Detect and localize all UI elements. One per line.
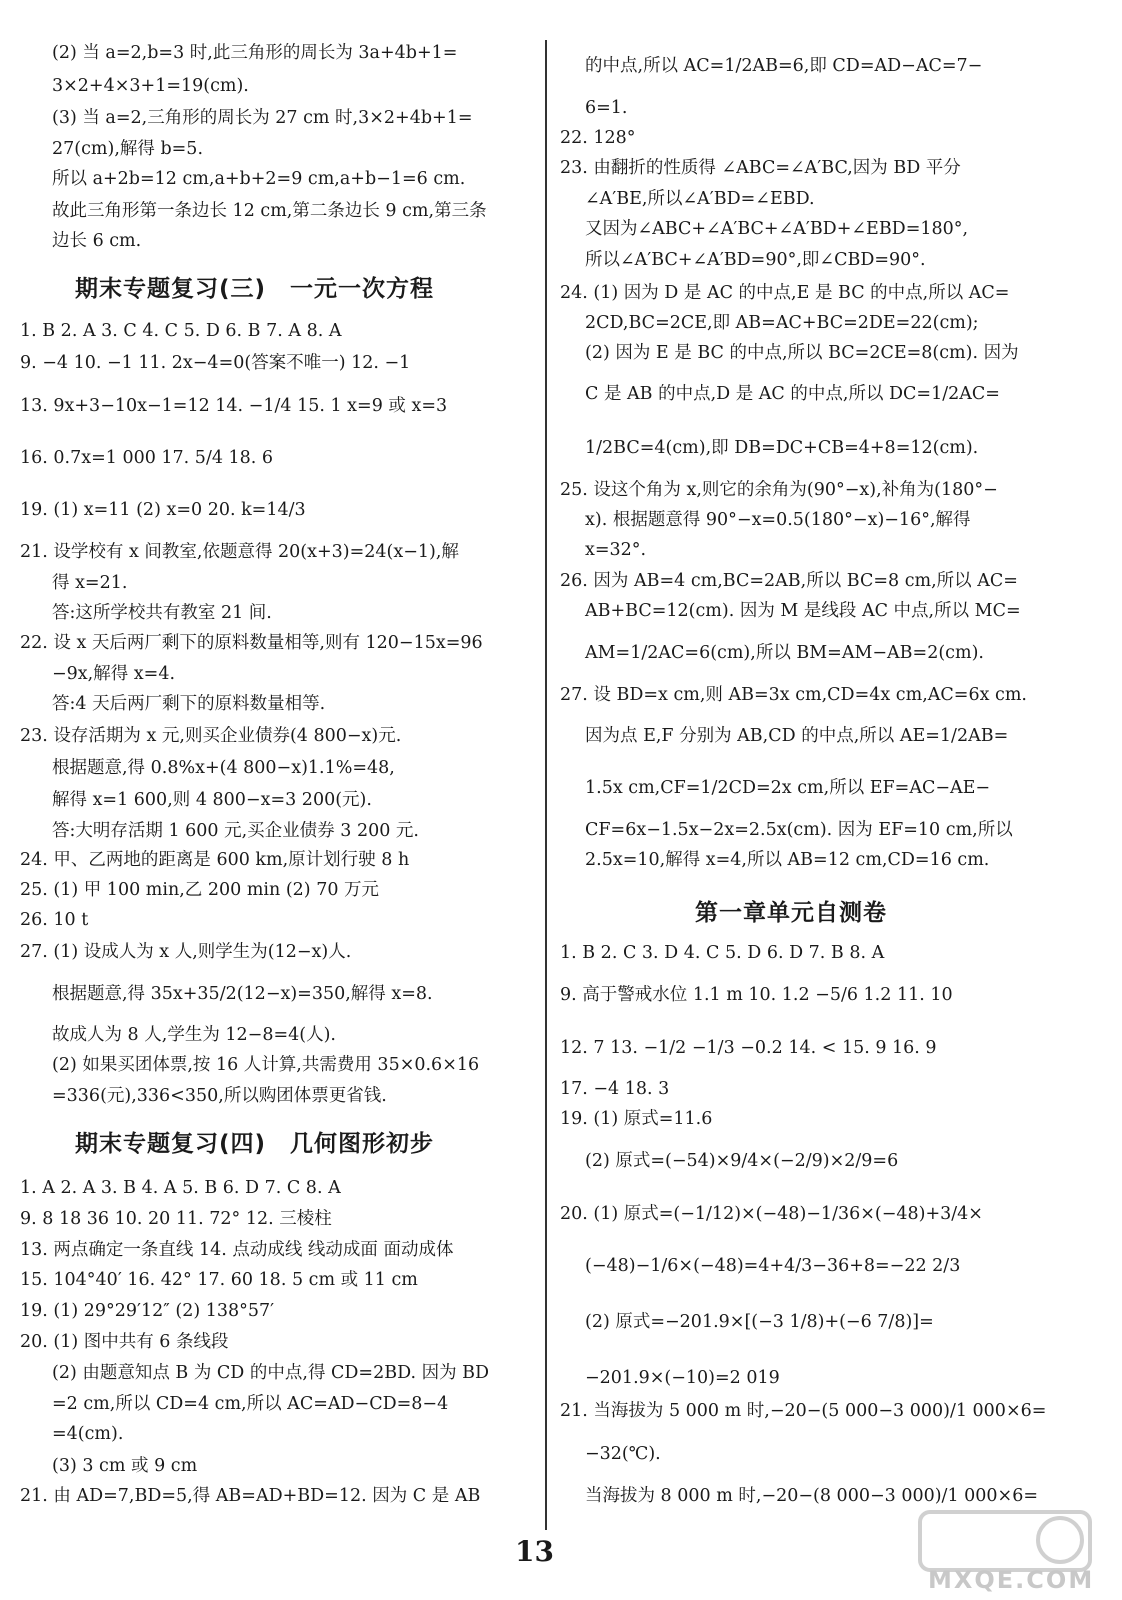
answer-line: 21. 设学校有 x 间教室,依题意得 20(x+3)=24(x−1),解 (20, 542, 459, 562)
answer-line: (2) 因为 E 是 BC 的中点,所以 BC=2CE=8(cm). 因为 (585, 343, 1019, 363)
answer-line: C 是 AB 的中点,D 是 AC 的中点,所以 DC=1/2AC= (585, 384, 1000, 404)
answer-line: 6=1. (585, 98, 628, 118)
answer-line: (−48)−1/6×(−48)=4+4/3−36+8=−22 2/3 (585, 1256, 961, 1276)
answer-line: 2.5x=10,解得 x=4,所以 AB=12 cm,CD=16 cm. (585, 850, 990, 870)
answer-line: 23. 由翻折的性质得 ∠ABC=∠A′BC,因为 BD 平分 (560, 158, 961, 178)
answer-line: ∠A′BE,所以∠A′BD=∠EBD. (585, 189, 815, 209)
answer-line: 答:4 天后两厂剩下的原料数量相等. (52, 694, 326, 714)
answer-line: 24. 甲、乙两地的距离是 600 km,原计划行驶 8 h (20, 850, 410, 870)
answer-line: 27. (1) 设成人为 x 人,则学生为(12−x)人. (20, 942, 352, 962)
answer-line: 21. 当海拔为 5 000 m 时,−20−(5 000−3 000)/1 000×6= (560, 1401, 1047, 1421)
answer-line: (3) 3 cm 或 9 cm (52, 1456, 198, 1476)
answer-line: 20. (1) 原式=(−1/12)×(−48)−1/36×(−48)+3/4× (560, 1204, 983, 1224)
answer-line: −32(℃). (585, 1444, 661, 1464)
answer-line: x). 根据题意得 90°−x=0.5(180°−x)−16°,解得 (585, 510, 971, 530)
answer-line: 20. (1) 图中共有 6 条线段 (20, 1332, 229, 1352)
answer-line: 25. (1) 甲 100 min,乙 200 min (2) 70 万元 (20, 880, 380, 900)
answer-line: 19. (1) x=11 (2) x=0 20. k=14/3 (20, 500, 306, 520)
section-heading: 期末专题复习(四) 几何图形初步 (75, 1131, 435, 1157)
answer-line: 24. (1) 因为 D 是 AC 的中点,E 是 BC 的中点,所以 AC= (560, 283, 1010, 303)
answer-line: 19. (1) 原式=11.6 (560, 1109, 713, 1129)
answer-line: 27. 设 BD=x cm,则 AB=3x cm,CD=4x cm,AC=6x cm. (560, 685, 1027, 705)
answer-line: (2) 当 a=2,b=3 时,此三角形的周长为 3a+4b+1= (52, 43, 458, 63)
answer-line: 22. 设 x 天后两厂剩下的原料数量相等,则有 120−15x=96 (20, 633, 483, 653)
answer-line: 19. (1) 29°29′12″ (2) 138°57′ (20, 1301, 275, 1321)
answer-line: (2) 原式=(−54)×9/4×(−2/9)×2/9=6 (585, 1151, 899, 1171)
watermark-text: MXQE.COM (928, 1566, 1095, 1594)
answer-line: 17. −4 18. 3 (560, 1079, 670, 1099)
answer-line: 当海拔为 8 000 m 时,−20−(8 000−3 000)/1 000×6= (585, 1486, 1039, 1506)
answer-line: (3) 当 a=2,三角形的周长为 27 cm 时,3×2+4b+1= (52, 108, 473, 128)
answer-line: (2) 如果买团体票,按 16 人计算,共需费用 35×0.6×16 (52, 1055, 480, 1075)
answer-line: 根据题意,得 0.8%x+(4 800−x)1.1%=48, (52, 758, 395, 778)
answer-line: CF=6x−1.5x−2x=2.5x(cm). 因为 EF=10 cm,所以 (585, 820, 1013, 840)
answer-line: 所以∠A′BC+∠A′BD=90°,即∠CBD=90°. (585, 250, 926, 270)
answer-line: 1. A 2. A 3. B 4. A 5. B 6. D 7. C 8. A (20, 1178, 341, 1198)
answer-line: 得 x=21. (52, 573, 128, 593)
answer-line: 解得 x=1 600,则 4 800−x=3 200(元). (52, 790, 372, 810)
answer-line: −9x,解得 x=4. (52, 664, 176, 684)
answer-line: 因为点 E,F 分别为 AB,CD 的中点,所以 AE=1/2AB= (585, 726, 1009, 746)
answer-line: 9. 8 18 36 10. 20 11. 72° 12. 三棱柱 (20, 1209, 332, 1229)
answer-line: =4(cm). (52, 1424, 124, 1444)
answer-line: 所以 a+2b=12 cm,a+b+2=9 cm,a+b−1=6 cm. (52, 169, 466, 189)
answer-line: 故成人为 8 人,学生为 12−8=4(人). (52, 1025, 336, 1045)
answer-line: 22. 128° (560, 128, 636, 148)
answer-line: (2) 原式=−201.9×[(−3 1/8)+(−6 7/8)]= (585, 1312, 934, 1332)
page-number: 13 (515, 1535, 554, 1568)
answer-line: 13. 两点确定一条直线 14. 点动成线 线动成面 面动成体 (20, 1240, 454, 1260)
answer-line: 21. 由 AD=7,BD=5,得 AB=AD+BD=12. 因为 C 是 AB (20, 1486, 481, 1506)
answer-line: 16. 0.7x=1 000 17. 5/4 18. 6 (20, 448, 274, 468)
section-heading: 第一章单元自测卷 (695, 900, 887, 926)
answer-line: 1/2BC=4(cm),即 DB=DC+CB=4+8=12(cm). (585, 438, 979, 458)
answer-line: 故此三角形第一条边长 12 cm,第二条边长 9 cm,第三条 (52, 201, 487, 221)
answer-line: 答:这所学校共有教室 21 间. (52, 603, 272, 623)
answer-line: −201.9×(−10)=2 019 (585, 1368, 780, 1388)
answer-line: AM=1/2AC=6(cm),所以 BM=AM−AB=2(cm). (585, 643, 984, 663)
answer-line: 1. B 2. A 3. C 4. C 5. D 6. B 7. A 8. A (20, 321, 342, 341)
answer-line: 9. 高于警戒水位 1.1 m 10. 1.2 −5/6 1.2 11. 10 (560, 985, 953, 1005)
answer-line: 26. 10 t (20, 910, 89, 930)
answer-line: 26. 因为 AB=4 cm,BC=2AB,所以 BC=8 cm,所以 AC= (560, 571, 1018, 591)
answer-line: 根据题意,得 35x+35/2(12−x)=350,解得 x=8. (52, 984, 433, 1004)
answer-line: x=32°. (585, 540, 647, 560)
answer-line: 又因为∠ABC+∠A′BC+∠A′BD+∠EBD=180°, (585, 219, 969, 239)
answer-line: =2 cm,所以 CD=4 cm,所以 AC=AD−CD=8−4 (52, 1394, 449, 1414)
answer-line: 15. 104°40′ 16. 42° 17. 60 18. 5 cm 或 11 cm (20, 1270, 418, 1290)
answer-line: 25. 设这个角为 x,则它的余角为(90°−x),补角为(180°− (560, 480, 998, 500)
answer-line: =336(元),336<350,所以购团体票更省钱. (52, 1086, 387, 1106)
column-divider (545, 40, 547, 1530)
answer-line: 边长 6 cm. (52, 231, 142, 251)
section-heading: 期末专题复习(三) 一元一次方程 (75, 276, 435, 302)
answer-line: 27(cm),解得 b=5. (52, 139, 204, 159)
answer-line: 答:大明存活期 1 600 元,买企业债券 3 200 元. (52, 821, 419, 841)
answer-line: 3×2+4×3+1=19(cm). (52, 76, 249, 96)
answer-line: 1. B 2. C 3. D 4. C 5. D 6. D 7. B 8. A (560, 943, 885, 963)
answer-line: 9. −4 10. −1 11. 2x−4=0(答案不唯一) 12. −1 (20, 353, 411, 373)
answer-line: 13. 9x+3−10x−1=12 14. −1/4 15. 1 x=9 或 x=3 (20, 396, 448, 416)
answer-line: 12. 7 13. −1/2 −1/3 −0.2 14. < 15. 9 16. 9 (560, 1038, 937, 1058)
answer-line: 23. 设存活期为 x 元,则买企业债券(4 800−x)元. (20, 726, 402, 746)
answer-line: (2) 由题意知点 B 为 CD 的中点,得 CD=2BD. 因为 BD (52, 1363, 490, 1383)
answer-line: 1.5x cm,CF=1/2CD=2x cm,所以 EF=AC−AE− (585, 778, 991, 798)
answer-line: 的中点,所以 AC=1/2AB=6,即 CD=AD−AC=7− (585, 56, 983, 76)
answer-line: 2CD,BC=2CE,即 AB=AC+BC=2DE=22(cm); (585, 313, 979, 333)
answer-line: AB+BC=12(cm). 因为 M 是线段 AC 中点,所以 MC= (585, 601, 1021, 621)
